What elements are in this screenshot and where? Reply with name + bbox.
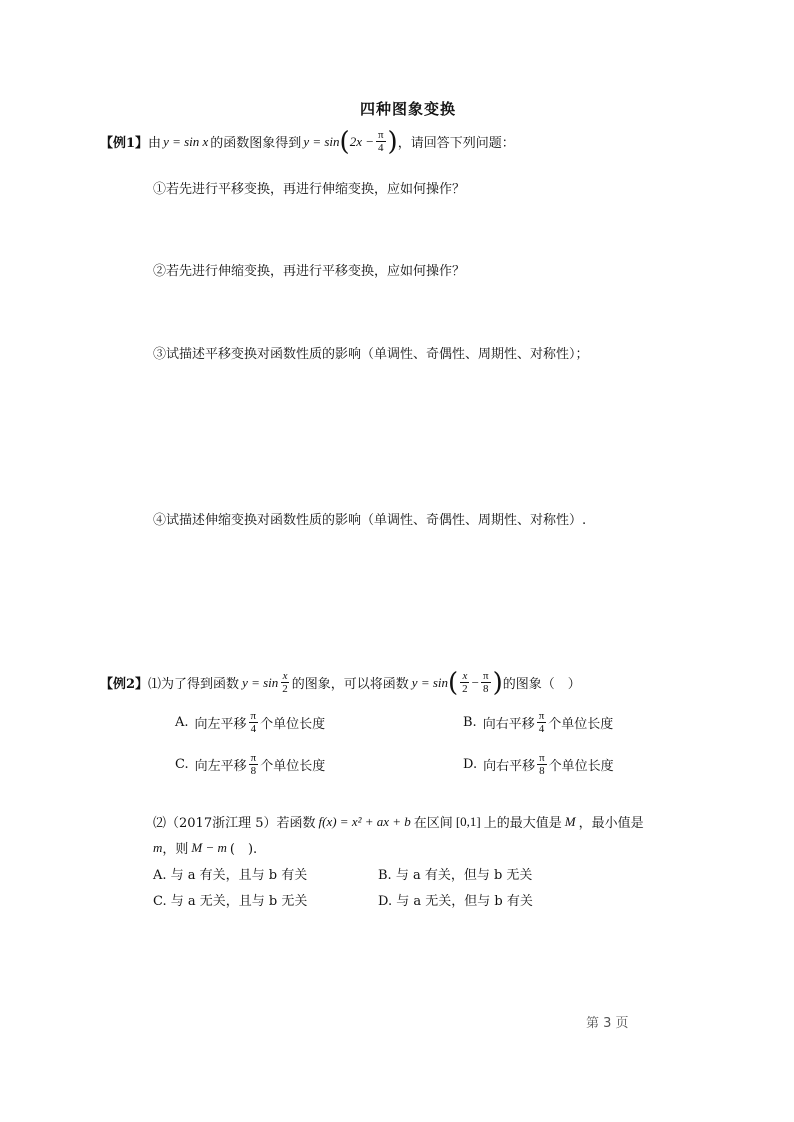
fraction-numerator: π — [250, 752, 257, 764]
example2-part2-interval: [0,1] — [455, 813, 481, 829]
example1-middle: 的函数图象得到 — [210, 136, 302, 151]
fraction-denominator: 8 — [539, 765, 545, 777]
example2-part2-label: ⑵（2017浙江理 5）若函数 — [153, 816, 316, 831]
fraction-numerator: π — [539, 752, 545, 764]
option-text: 个单位长度 — [260, 759, 326, 774]
left-paren: ( — [339, 126, 350, 157]
option-fraction — [537, 710, 547, 735]
example2-part1-mid: 的图象，可以将函数 — [291, 677, 409, 692]
example1-lead: 由 — [148, 136, 162, 151]
page-number: 第 3 页 — [586, 1016, 629, 1031]
example2-part2-mid: 在区间 — [413, 816, 453, 831]
example1-question-1: ①若先进行平移变换，再进行伸缩变换，应如何操作？ — [153, 182, 466, 197]
example1-tail: ，请回答下列问题： — [397, 136, 515, 151]
example1-tag: 【例1】 — [100, 136, 149, 151]
option-d — [463, 752, 614, 777]
example1-eq2-inner: 2x − — [349, 133, 374, 149]
fraction-numerator: x — [282, 670, 288, 682]
option-fraction — [249, 752, 259, 777]
example2-part2-blank: ( ). — [229, 842, 258, 857]
option-text: 向右平移 — [482, 717, 535, 732]
example1-eq1: y = sin x — [163, 133, 209, 149]
fraction-numerator: π — [250, 710, 257, 722]
example2-part2-eq: f(x) = x² + ax + b — [318, 813, 411, 829]
example2-part2-then: ，则 — [162, 842, 189, 857]
right-paren: ) — [492, 667, 503, 698]
part2-option-d: D. 与 a 无关，但与 b 有关 — [378, 894, 533, 909]
option-text: 个单位长度 — [548, 759, 614, 774]
example1-eq2-fraction — [376, 129, 386, 154]
fraction-denominator: 8 — [483, 683, 489, 695]
fraction-numerator: π — [483, 670, 489, 682]
example2-eq2-prefix: y = sin — [411, 674, 449, 690]
fraction-denominator: 4 — [538, 723, 545, 735]
option-letter: B. — [463, 715, 477, 730]
example1-question-4: ④试描述伸缩变换对函数性质的影响（单调性、奇偶性、周期性、对称性）. — [153, 513, 587, 528]
example2-part2-stem — [153, 812, 644, 831]
option-text: 个单位长度 — [260, 717, 326, 732]
example2-part2-min: m — [153, 839, 163, 855]
option-letter: A. — [175, 715, 189, 730]
option-c — [175, 752, 325, 777]
example2-tag: 【例2】 — [100, 677, 149, 692]
option-letter: C. — [175, 757, 189, 772]
page-title: 四种图象变换 — [360, 100, 457, 118]
part2-option-c: C. 与 a 无关，且与 b 无关 — [153, 894, 308, 909]
option-text: 向左平移 — [194, 717, 247, 732]
fraction-numerator: x — [462, 670, 468, 682]
example2-eq2-fraction-2 — [481, 670, 491, 695]
left-paren: ( — [448, 667, 459, 698]
example2-part1-label: ⑴为了得到函数 — [148, 677, 240, 692]
example2-part1-tail: 的图象（ ） — [502, 677, 581, 692]
option-fraction — [537, 752, 547, 777]
part2-option-a: A. 与 a 有关，且与 b 有关 — [153, 868, 308, 883]
fraction-denominator: 8 — [250, 765, 257, 777]
example2-part2-tail2: ，最小值是 — [578, 816, 644, 831]
option-fraction — [249, 710, 259, 735]
option-text: 个单位长度 — [548, 717, 614, 732]
example2-part2-max: M — [564, 813, 576, 829]
example2-part1-stem — [100, 667, 581, 698]
example2-part2-line2 — [153, 838, 257, 857]
fraction-denominator: 2 — [282, 683, 288, 695]
example1-eq2-prefix: y = sin — [303, 133, 340, 149]
fraction-denominator: 4 — [250, 723, 257, 735]
example2-eq1-fraction — [280, 670, 290, 695]
option-text: 向右平移 — [483, 759, 536, 774]
example2-part2-expr: M − m — [191, 839, 227, 855]
example2-eq2-minus: − — [471, 674, 480, 690]
example2-part2-tail: 上的最大值是 — [483, 816, 562, 831]
fraction-denominator: 4 — [378, 142, 384, 154]
part2-option-b: B. 与 a 有关，但与 b 无关 — [378, 868, 533, 883]
fraction-numerator: π — [538, 710, 545, 722]
right-paren: ) — [387, 126, 398, 157]
option-text: 向左平移 — [194, 759, 247, 774]
example2-eq1-prefix: y = sin — [242, 674, 279, 690]
fraction-denominator: 2 — [462, 683, 468, 695]
fraction-numerator: π — [377, 129, 384, 141]
example1-question-3: ③试描述平移变换对函数性质的影响（单调性、奇偶性、周期性、对称性）； — [153, 347, 589, 362]
option-b — [463, 710, 613, 735]
option-a — [175, 710, 325, 735]
example2-eq2-fraction-1 — [460, 670, 470, 695]
example1-question-2: ②若先进行伸缩变换，再进行平移变换，应如何操作？ — [153, 264, 466, 279]
option-letter: D. — [463, 757, 478, 772]
example1-stem — [100, 126, 515, 157]
